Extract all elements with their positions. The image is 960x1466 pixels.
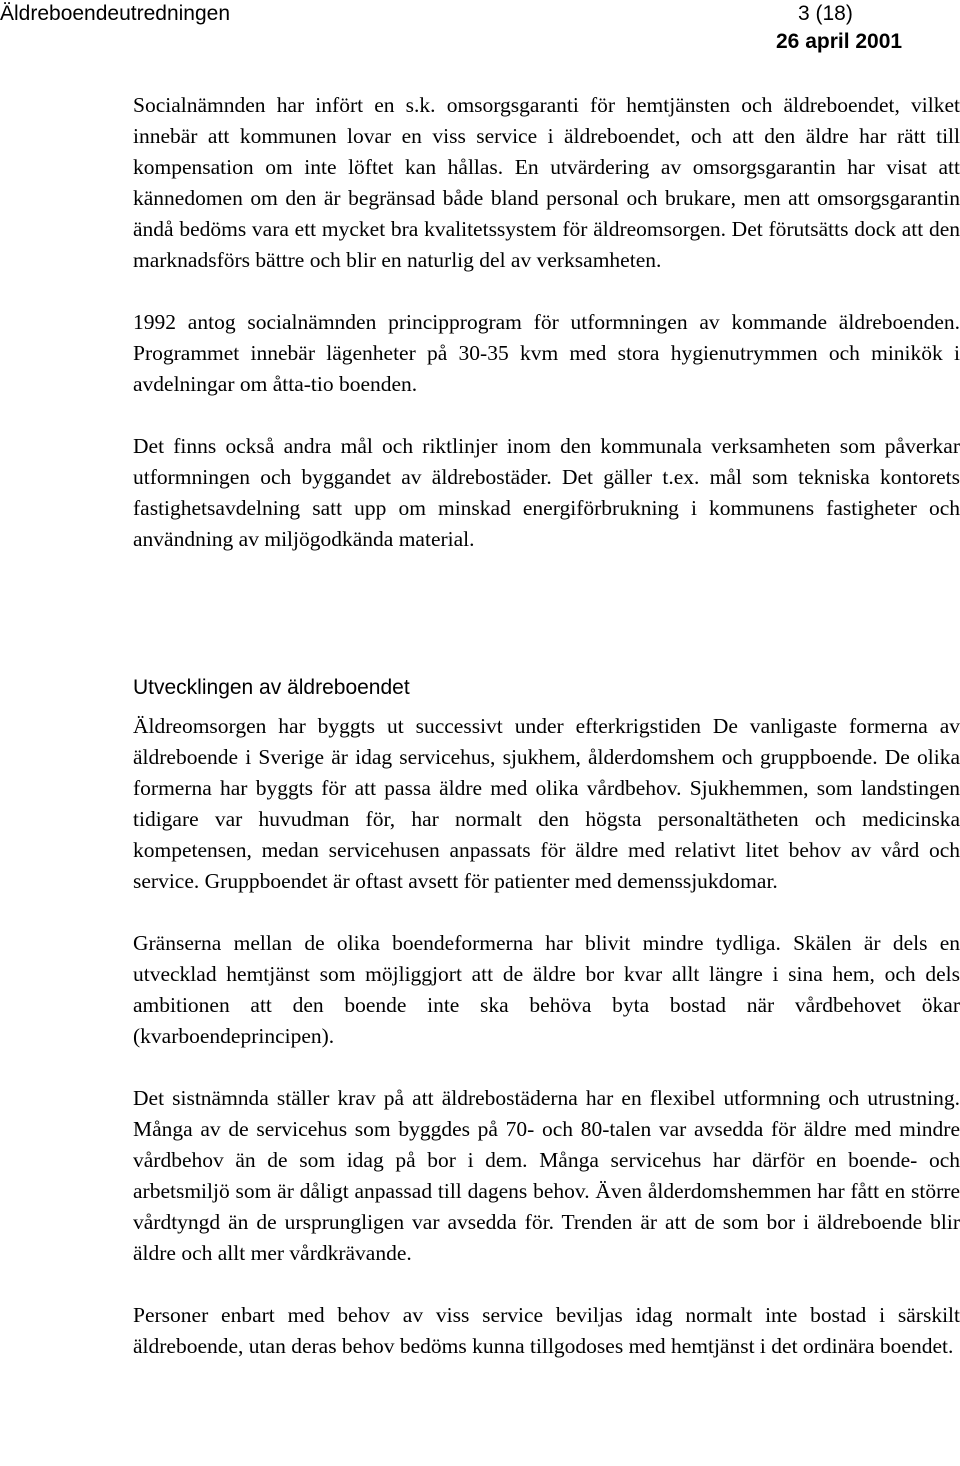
section-heading: Utvecklingen av äldreboendet xyxy=(133,676,410,699)
paragraph-mal-riktlinjer: Det finns också andra mål och riktlinjer inom den kommunala verksamheten som påverkar utformningen och byggandet av äldrebostäder. Det gäller t.ex. mål som tekniska kontorets fastighetsavdelning satt upp om minskad energiförbrukning i kommunens fastigheter och användning av miljögodkända material. xyxy=(133,434,960,551)
header-page-number: 3 (18) xyxy=(798,2,853,25)
paragraph-aldreomsorgen: Äldreomsorgen har byggts ut successivt under efterkrigstiden De vanligaste formerna av äldreboende i Sverige är idag servicehus, sjukhem, ålderdomshem och gruppboende. De olika formerna har byggts för att passa äldre med olika vårdbehov. Sjukhemmen, som landstingen tidigare var huvudman för, har normalt den högsta personaltätheten och medicinska kompetensen, medan servicehusen anpassats för äldre med relativt litet behov av vård och service. Gruppboendet är oftast avsett för patienter med demenssjukdomar. xyxy=(133,714,960,893)
paragraph-principprogram: 1992 antog socialnämnden principprogram för utformningen av kommande äldreboenden. Programmet innebär lägenheter på 30-35 kvm med stora hygienutrymmen och minikök i avdelningar om åtta-tio boenden. xyxy=(133,310,960,396)
section-text-block xyxy=(133,711,960,1393)
paragraph-sistnamnda: Det sistnämnda ställer krav på att äldrebostäderna har en flexibel utformning och utrustning. Många av de servicehus som byggdes på 70- och 80-talen var avsedda för äldre med mindre vårdbehov än de som idag på bor i dem. Många servicehus har därför en boende- och arbetsmiljö som är dåligt anpassad till dagens behov. Även ålderdomshemmen har fått en större vårdtyngd än de ursprungligen var avsedda för. Trenden är att de som bor i äldreboende blir äldre och allt mer vårdkrävande. xyxy=(133,1086,960,1265)
paragraph-granserna: Gränserna mellan de olika boendeformerna har blivit mindre tydliga. Skälen är dels en utvecklad hemtjänst som möjliggjort att de äldre bor kvar allt längre i sina hem, och dels ambitionen att den boende inte ska behöva byta bostad när vårdbehovet ökar (kvarboendeprincipen). xyxy=(133,931,960,1048)
header-date: 26 april 2001 xyxy=(776,30,903,53)
intro-text-block xyxy=(133,90,960,586)
paragraph-omsorgsgaranti: Socialnämnden har infört en s.k. omsorgsgaranti för hemtjänsten och äldreboendet, vilket innebär att kommunen lovar en viss service i äldreboendet, och att den äldre har rätt till kompensation om inte löftet kan hållas. En utvärdering av omsorgsgarantin har visat att kännedomen om den är begränsad både bland personal och brukare, men att omsorgsgarantin ändå bedöms vara ett mycket bra kvalitetssystem för äldreomsorgen. Det förutsätts dock att den marknadsförs bättre och blir en naturlig del av verksamheten. xyxy=(133,93,960,272)
paragraph-personer: Personer enbart med behov av viss service beviljas idag normalt inte bostad i särskilt äldreboende, utan deras behov bedöms kunna tillgodoses med hemtjänst i det ordinära boendet. xyxy=(133,1303,960,1358)
header-document-title: Äldreboendeutredningen xyxy=(0,2,231,25)
